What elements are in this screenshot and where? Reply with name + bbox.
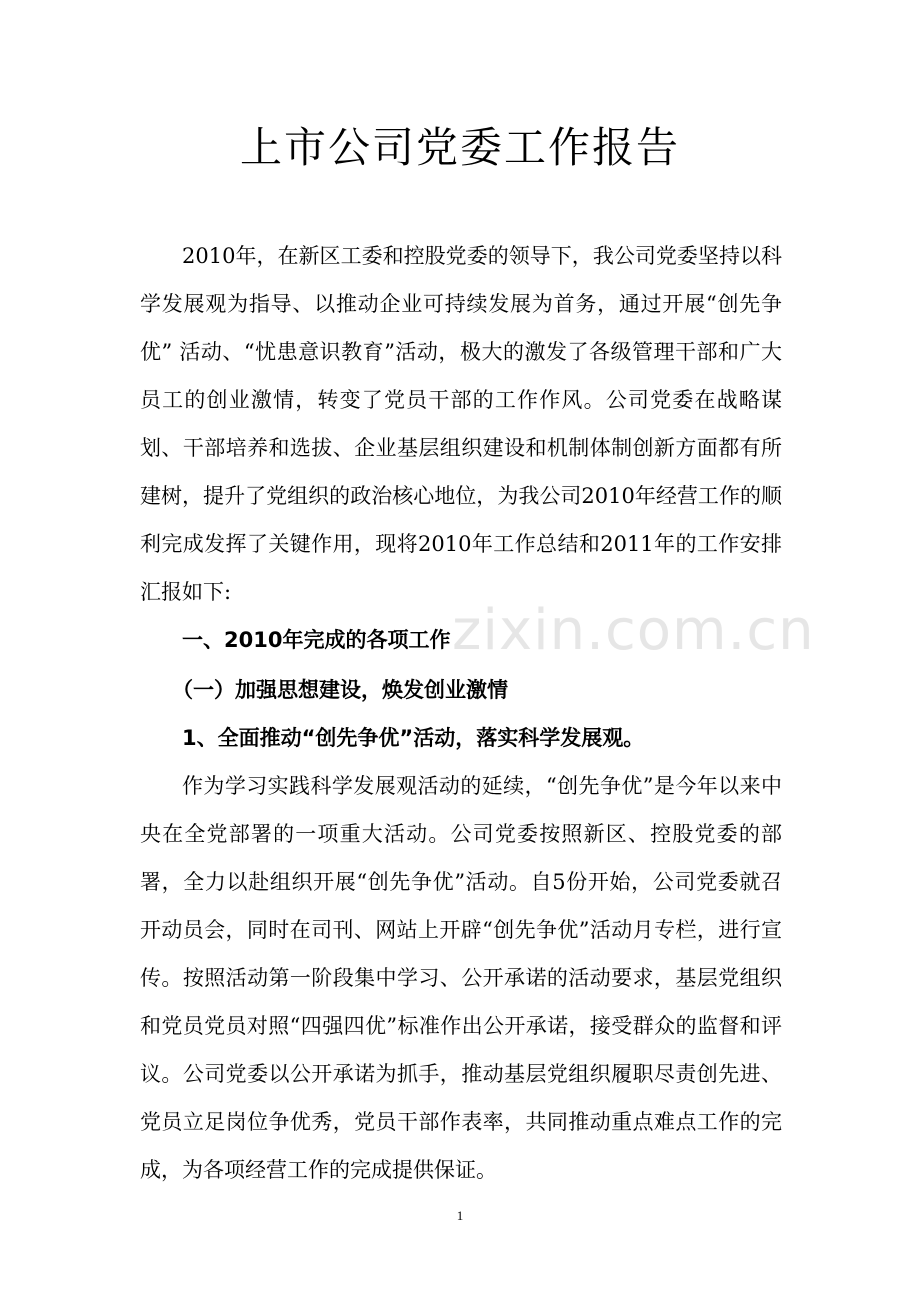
item-heading: 1、全面推动“创先争优”活动，落实科学发展观。 <box>182 726 645 750</box>
watermark: zixin.com.cn <box>452 598 815 663</box>
document-title: 上市公司党委工作报告 <box>239 123 680 172</box>
section-heading: 一、2010年完成的各项工作 <box>182 628 451 652</box>
intro-paragraph: 2010年，在新区工委和控股党委的领导下，我公司党委坚持以科学发展观为指导、以推动企业可持续发展为首务，通过开展“创先争优” 活动、“忧患意识教育”活动，极大的激发了各级管理干部和广大员工的创业激情，转变了党员干部的工作作风。公司党委在战略谋划、干部培养和选拔、企业基层组织建设和机制体制创新方面都有所建树，提升了党组织的政治核心地位，为我公司2010年经营工作的顺利完成发挥了关键作用，现将2010年工作总结和2011年的工作安排汇报如下: <box>140 244 782 604</box>
subsection-heading: （一）加强思想建设，焕发创业激情 <box>172 678 508 702</box>
body-paragraph: 作为学习实践科学发展观活动的延续，“创先争优”是今年以来中央在全党部署的一项重大活动。公司党委按照新区、控股党委的部署，全力以赴组织开展“创先争优”活动。自5份开始，公司党委就召开动员会，同时在司刊、网站上开辟“创先争优”活动月专栏，进行宣传。按照活动第一阶段集中学习、公开承诺的活动要求，基层党组织和党员党员对照“四强四优”标准作出公开承诺，接受群众的监督和评议。公司党委以公开承诺为抓手，推动基层党组织履职尽责创先进、党员立足岗位争优秀，党员干部作表率，共同推动重点难点工作的完成，为各项经营工作的完成提供保证。 <box>140 774 782 1182</box>
page-number: 1 <box>456 1208 464 1223</box>
